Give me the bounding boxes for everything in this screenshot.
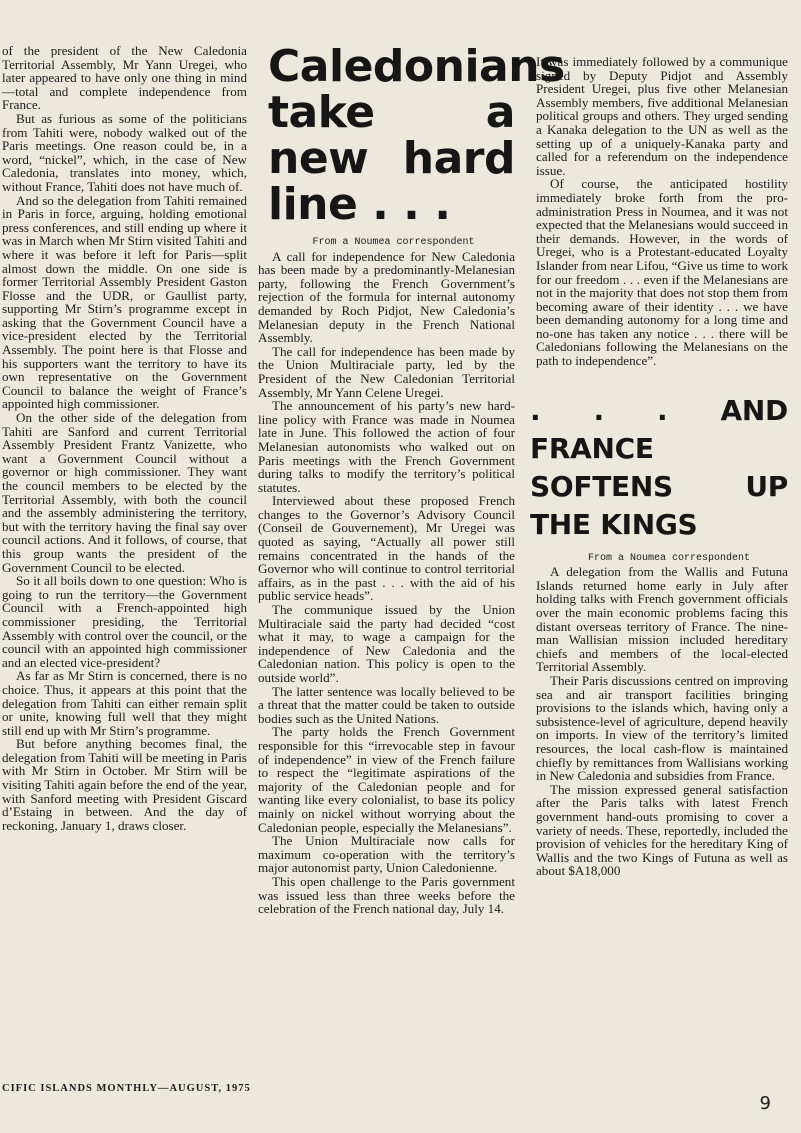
paragraph: The call for independence has been made by the Union Multiraciale party, led by the President of the New Caledonian Territorial Assembly, Mr Yann Celene Uregei. [258,343,515,400]
paragraph: So it all boils down to one question: Who is going to run the territory—the Government Council with a French-appointed high commissioner presiding, the Territorial Assembly with control over the council, or the council with an appointed high commissioner and an elected vice-president? [2,573,247,670]
article-byline-2: From a Noumea correspondent [587,552,751,564]
paragraph: Their Paris discussions centred on improving sea and air transport facilities bringing provisions to the islands which, having only a subsistence-level of agriculture, depend heavily on imports. In view of the territory’s limited resources, the local cash-flow is maintained chiefly by remittances from Wallisians working in New Caledonia and subsidies from France. [536,673,788,784]
paragraph: The mission expressed general satisfaction after the Paris talks with latest French government hand-outs promising to cover a variety of needs. These, reportedly, included the provision of vehicles for the hereditary King of Wallis and the two Kings of Futuna as well as about $A18,000 [536,781,788,879]
running-footer: CIFIC ISLANDS MONTHLY—AUGUST, 1975 [2,1083,251,1094]
paragraph-continuation: It was immediately followed by a communique signed by Deputy Pidjot and Assembly President Uregei, plus five other Melanesian Assembly members, five additional Melanesian political groups and others. They urged sending a Kanaka delegation to the UN as well as the setting up of a uniquely-Kanaka party and called for a referendum on the independence issue. [536,54,788,178]
paragraph: And so the delegation from Tahiti remained in Paris in force, arguing, holding emotional press conferences, and still ending up where it was in March when Mr Stirn visited Tahiti and where it was before it left for Paris—split almost down the middle. On one side is former Territorial Assembly President Gaston Flosse and the UDR, or Gaullist party, supporting Mr Stirn’s programme except in asking that the Government Council have a vice-president elected by the Territorial Assembly. The point here is that Flosse and his supporters want the territory to have its own representative on the Government Council to balance the weight of France’s appointed high commissioner. [2,192,247,412]
paragraph: As far as Mr Stirn is concerned, there is no choice. Thus, it appears at this point that the delegation from Tahiti can either remain split or unite, knowing full well that they might still end up with Mr Stirn’s programme. [2,668,247,738]
column-middle [258,41,565,917]
paragraph: The communique issued by the Union Multiraciale said the party had decided “cost what it may, to wage a campaign for the independence of New Caledonia and the Caledonian nation. This policy is open to the outside world”. [258,602,515,685]
paragraph: But as furious as some of the politicians from Tahiti were, nobody walked out of the Paris meetings. One reason could be, in a word, “nickel”, which, in the case of New Caledonia, translates into money, which, without France, Tahiti does not have much of. [2,110,247,194]
article-headline-2: . . . AND FRANCE SOFTENS UP THE KINGS [530,393,788,541]
column-right [530,54,788,879]
article-byline: From a Noumea correspondent [312,237,475,248]
paragraph: Interviewed about these proposed French changes to the Governor’s Advisory Council (Conseil de Gouvernement), Mr Uregei was quoted as saying, “Actually all power still remains concentrated in the hands of the Governor who will continue to control territorial affairs, as in the past . . . with the aid of his public service heads”. [258,493,515,604]
paragraph: But before anything becomes final, the delegation from Tahiti will be meeting in Paris with Mr Stirn in October. Mr Stirn will be visiting Tahiti again before the end of the year, with Sanford meeting with President Giscard d’Estaing in between. And the day of reckoning, January 1, draws closer. [2,736,247,833]
paragraph: On the other side of the delegation from Tahiti are Sanford and current Territorial Assembly President Frantz Vanizette, who want a Government Council without a governor or high commissioner. They want the council members to be elected by the Territorial Assembly, with both the council and the assembly administering the territory, but with the territory having the final say over council actions. And it follows, of course, that this group wants the president of the Government Council to be elected. [2,410,247,575]
paragraph: A call for independence for New Caledonia has been made by a predominantly-Melanesian party, following the French Government’s rejection of the formula for internal autonomy demanded by Roch Pidjot, New Caledonia’s Melanesian deputy in the French National Assembly. [258,248,515,346]
paragraph: The Union Multiraciale now calls for maximum co-operation with the territory’s major autonomist party, Union Caledonienne. [258,833,515,876]
paragraph: A delegation from the Wallis and Futuna Islands returned home early in July after holding talks with French government officials over the main economic problems facing this distant overseas territory of France. The nine-man Wallisian mission included hereditary chiefs and members of the local-elected Territorial Assembly. [536,564,788,675]
paragraph: of the president of the New Caledonia Territorial Assembly, Mr Yann Uregei, who later appeared to have only one thing in mind—total and complete independence from France. [2,43,247,113]
paragraph: The latter sentence was locally believed to be a threat that the matter could be taken to outside bodies such as the United Nations. [258,683,515,726]
paragraph: Of course, the anticipated hostility immediately broke forth from the pro-administration Press in Noumea, and it was not expected that the Melanesians would succeed in their demands. However, in the words of Uregei, who is a Protestant-educated Loyalty Islander from near Lifou, “Give us time to work for our freedom . . . even if the Melanesians are not in the majority that does not stop them from becoming aware of their identity . . . we have been demanding autonomy for a long time and no-one has taken any notice . . . there will be Caledonians following the Melanesians on the path to independence”. [536,176,788,369]
paragraph-continued: This open challenge to the Paris government was issued less than three weeks before the celebration of the French national day, July 14. [258,873,515,917]
paragraph: The party holds the French Government responsible for this “irrevocable step in favour of independence” in view of the French failure to respect the “legitimate aspirations of the majority of the Caledonian people and for wanting like every colonialist, to base its policy mainly on nickel without worrying about the Caledonian people, especially the Melanesians”. [258,724,515,835]
article-headline: Caledonians take a new hard line . . . [268,41,565,230]
paragraph: The announcement of his party’s new hard-line policy with France was made in Noumea late in June. This followed the action of four Melanesian autonomists who walked out on Paris meetings with the French Government during talks to modify the territory’s political statutes. [258,398,515,495]
page-number: 9 [759,1093,771,1114]
column-left [2,44,247,832]
